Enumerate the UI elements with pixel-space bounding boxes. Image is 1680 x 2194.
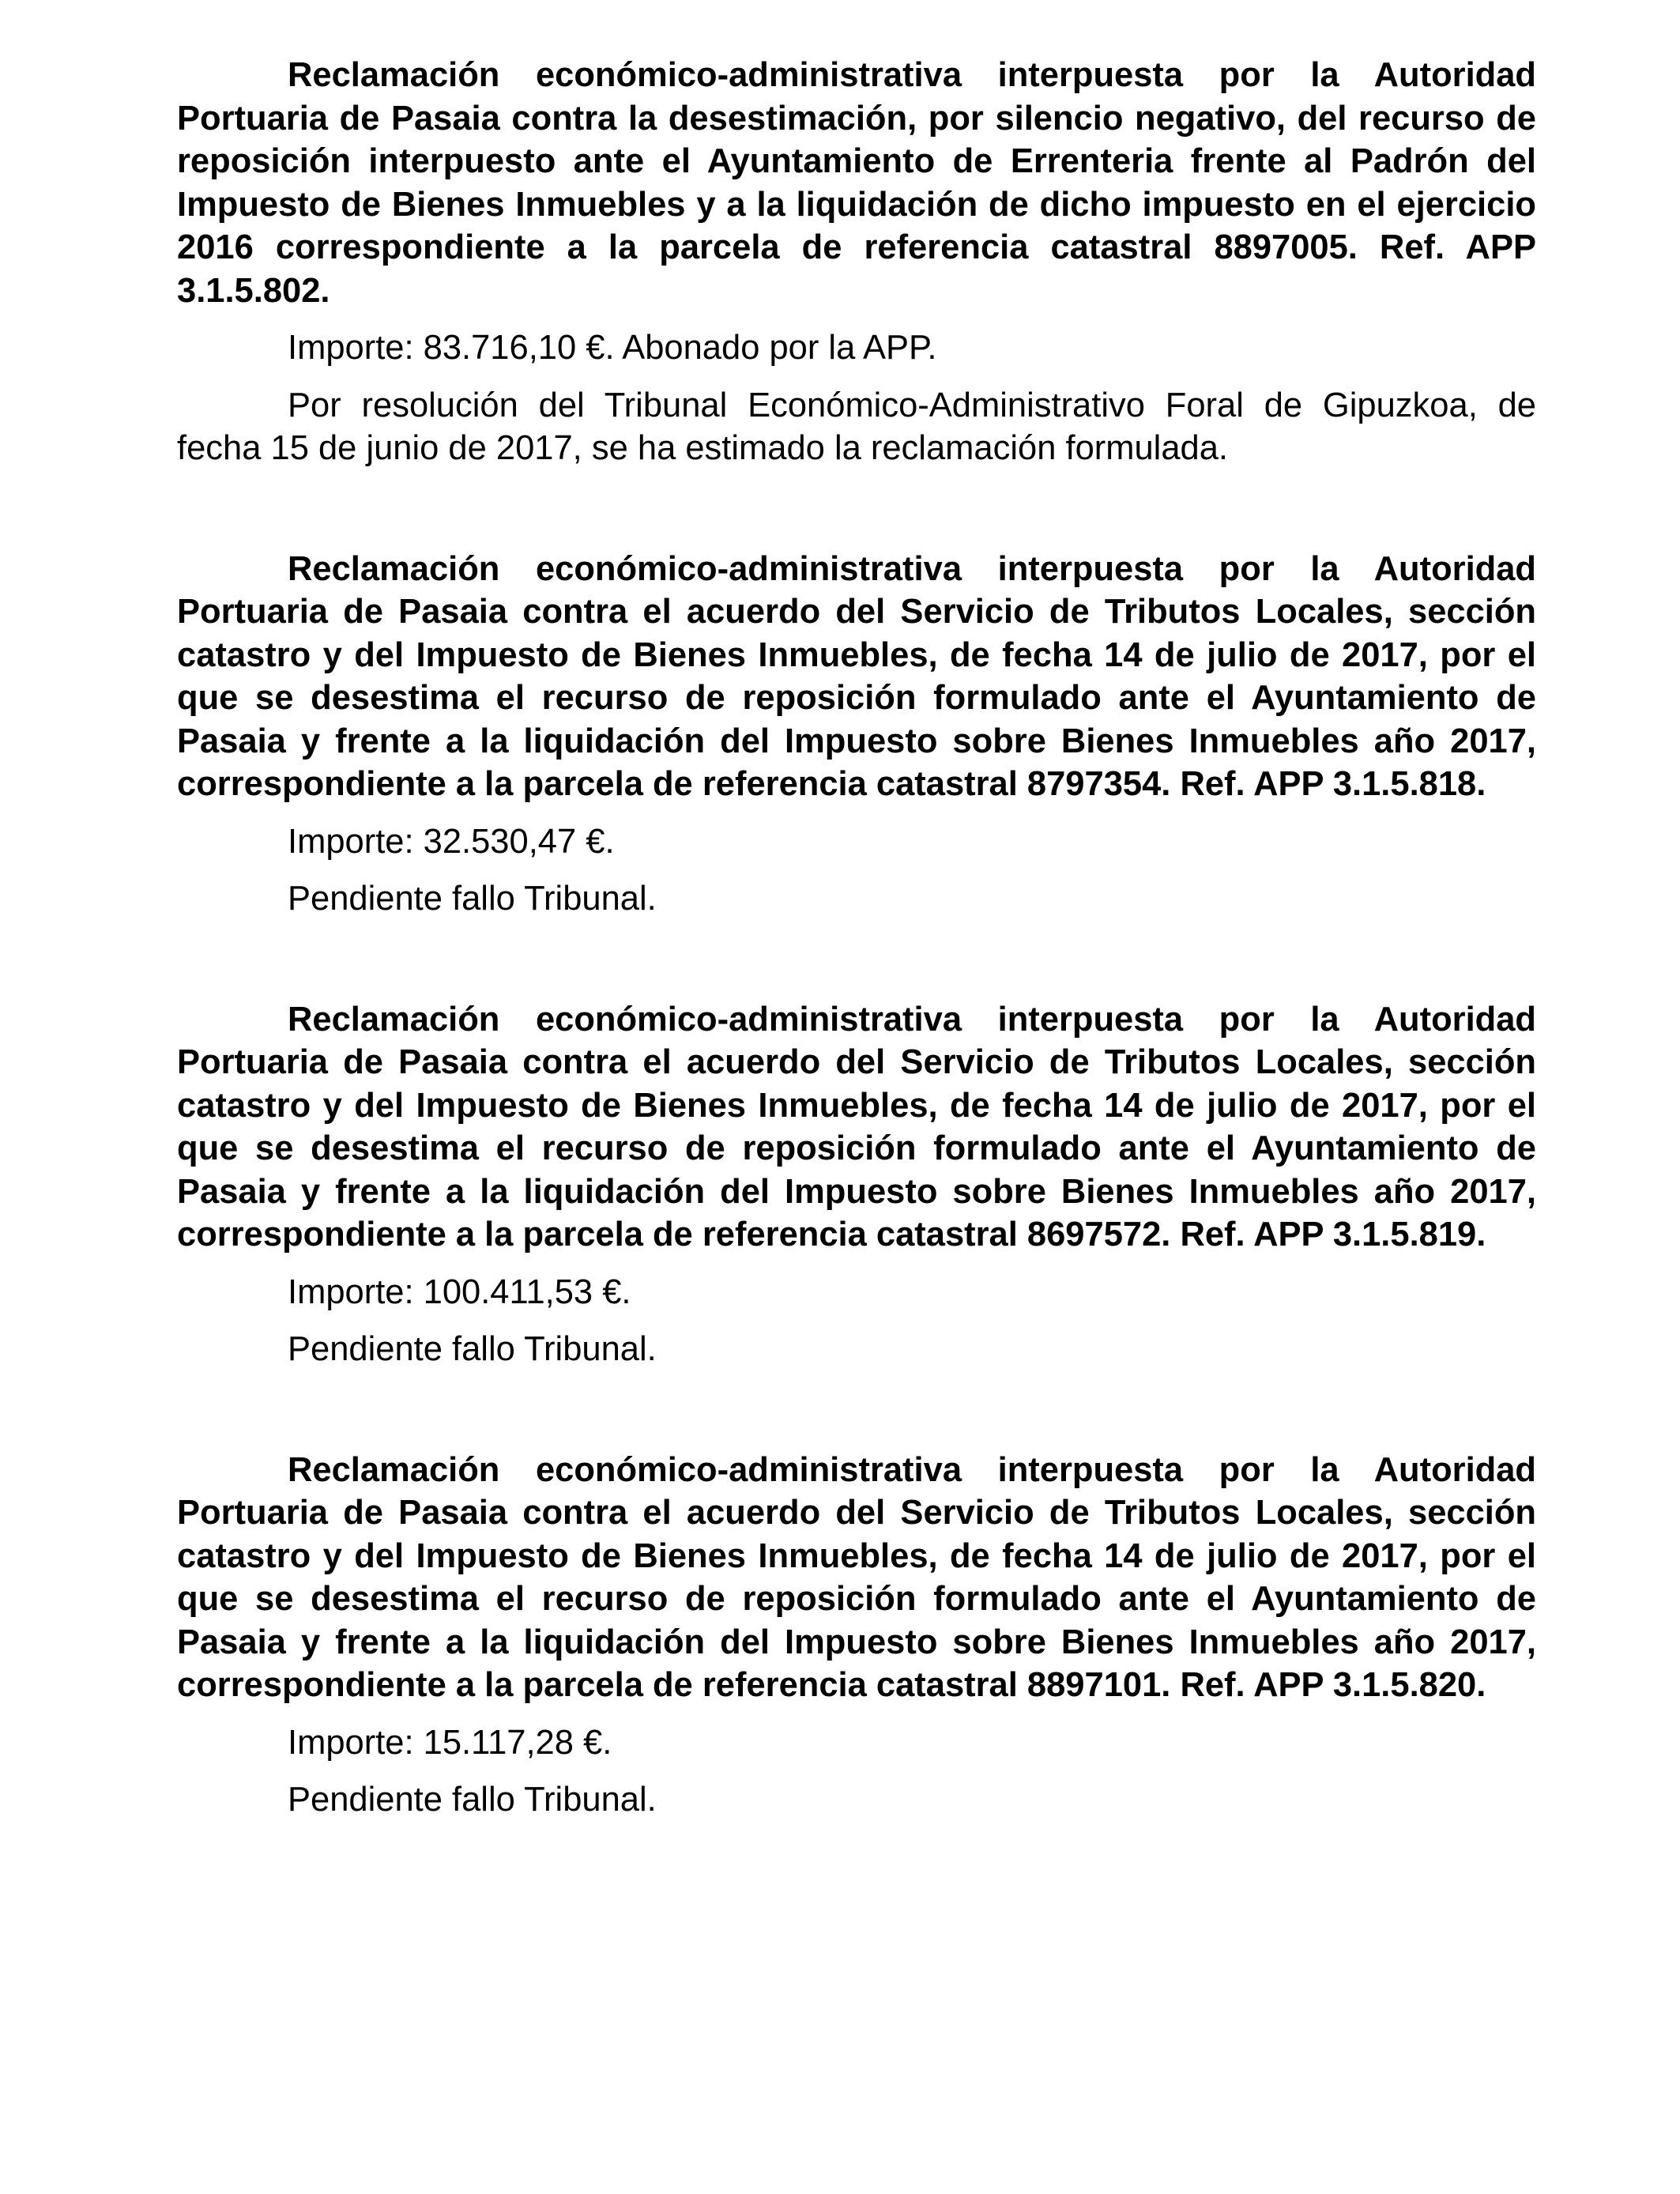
claim-heading: Reclamación económico-administrativa interpuesta por la Autoridad Portuaria de Pasaia contra el acuerdo del Servicio de Tributos Locales, sección catastro y del Impuesto de Bienes Inmuebles, de fecha 14 de julio de 2017, por el que se desestima el recurso de reposición formulado ante el Ayuntamiento de Pasaia y frente a la liquidación del Impuesto sobre Bienes Inmuebles año 2017, correspondiente a la parcela de referencia catastral 8697572. Ref. APP 3.1.5.819. <box>177 1000 1536 1253</box>
claim-heading: Reclamación económico-administrativa interpuesta por la Autoridad Portuaria de Pasaia contra la desestimación, por silencio negativo, del recurso de reposición interpuesto ante el Ayuntamiento de Errenteria frente al Padrón del Impuesto de Bienes Inmuebles y a la liquidación de dicho impuesto en el ejercicio 2016 correspondiente a la parcela de referencia catastral 8897005. Ref. APP 3.1.5.802. <box>177 56 1536 310</box>
claim-heading: Reclamación económico-administrativa interpuesta por la Autoridad Portuaria de Pasaia contra el acuerdo del Servicio de Tributos Locales, sección catastro y del Impuesto de Bienes Inmuebles, de fecha 14 de julio de 2017, por el que se desestima el recurso de reposición formulado ante el Ayuntamiento de Pasaia y frente a la liquidación del Impuesto sobre Bienes Inmuebles año 2017, correspondiente a la parcela de referencia catastral 8797354. Ref. APP 3.1.5.818. <box>177 549 1536 803</box>
claim-status: Por resolución del Tribunal Económico-Administrativo Foral de Gipuzkoa, de fecha 15 de junio de 2017, se ha estimado la reclamación formulada. <box>177 386 1536 467</box>
claim-entry-3 <box>177 998 1536 1371</box>
claim-status: Pendiente fallo Tribunal. <box>288 1330 657 1368</box>
claim-heading: Reclamación económico-administrativa interpuesta por la Autoridad Portuaria de Pasaia contra el acuerdo del Servicio de Tributos Locales, sección catastro y del Impuesto de Bienes Inmuebles, de fecha 14 de julio de 2017, por el que se desestima el recurso de reposición formulado ante el Ayuntamiento de Pasaia y frente a la liquidación del Impuesto sobre Bienes Inmuebles año 2017, correspondiente a la parcela de referencia catastral 8897101. Ref. APP 3.1.5.820. <box>177 1450 1536 1704</box>
document-page <box>177 54 1536 1822</box>
claim-amount: Importe: 100.411,53 €. <box>288 1272 631 1311</box>
claim-amount: Importe: 83.716,10 €. Abonado por la APP. <box>288 329 937 367</box>
claim-entry-4 <box>177 1449 1536 1822</box>
claim-entry-1 <box>177 54 1536 470</box>
claim-entry-2 <box>177 548 1536 921</box>
claim-status: Pendiente fallo Tribunal. <box>288 1781 657 1819</box>
claim-amount: Importe: 32.530,47 €. <box>288 822 615 861</box>
claim-status: Pendiente fallo Tribunal. <box>288 880 657 918</box>
claim-amount: Importe: 15.117,28 €. <box>288 1723 612 1762</box>
